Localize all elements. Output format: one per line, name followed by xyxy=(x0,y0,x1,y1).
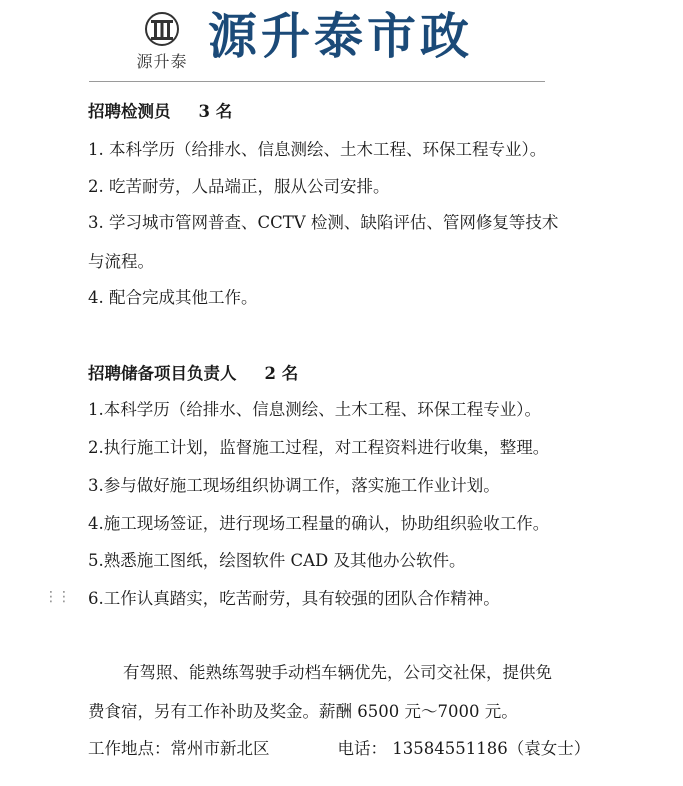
footer-contact xyxy=(88,738,590,760)
section1-count: 3 名 xyxy=(198,102,233,121)
section1-item-3: 3. 学习城市管网普查、CCTV 检测、缺陷评估、管网修复等技术 xyxy=(88,213,559,232)
section2-title: 招聘储备项目负责人 xyxy=(88,364,237,383)
section2-item-3: 3.参与做好施工现场组织协调工作，落实施工作业计划。 xyxy=(88,476,500,495)
drag-handle-icon[interactable]: ⋮⋮ xyxy=(44,589,70,605)
header xyxy=(0,0,683,90)
section2-item-4: 4.施工现场签证，进行现场工程量的确认，协助组织验收工作。 xyxy=(88,514,550,533)
work-location: 工作地点：常州市新北区 xyxy=(88,739,270,758)
section2-item-6: 6.工作认真踏实，吃苦耐劳，具有较强的团队合作精神。 xyxy=(88,589,500,608)
section2-count: 2 名 xyxy=(264,364,299,383)
section1-title: 招聘检测员 xyxy=(88,102,171,121)
brand-title: 源升泰市政 xyxy=(208,8,474,65)
logo-text: 源升泰 xyxy=(136,52,188,71)
section1-item-1: 1. 本科学历（给排水、信息测绘、土木工程、环保工程专业）。 xyxy=(88,140,547,159)
section1-item-2: 2. 吃苦耐劳，人品端正，服从公司安排。 xyxy=(88,177,390,196)
section1-item-4: 4. 配合完成其他工作。 xyxy=(88,288,258,307)
section2-item-1: 1.本科学历（给排水、信息测绘、土木工程、环保工程专业）。 xyxy=(88,400,541,419)
column-logo-icon xyxy=(142,12,182,50)
section1-heading xyxy=(88,101,232,123)
section2-item-5: 5.熟悉施工图纸，绘图软件 CAD 及其他办公软件。 xyxy=(88,551,466,570)
section2-heading xyxy=(88,363,298,385)
section1-item-3-cont: 与流程。 xyxy=(88,252,154,271)
footer-paragraph-line2: 费食宿，另有工作补助及奖金。薪酬 6500 元～7000 元。 xyxy=(88,702,518,721)
header-divider xyxy=(89,81,545,82)
section2-item-2: 2.执行施工计划，监督施工过程，对工程资料进行收集，整理。 xyxy=(88,438,550,457)
company-logo xyxy=(131,12,193,70)
footer-paragraph-line1: 有驾照、能熟练驾驶手动档车辆优先，公司交社保，提供免 xyxy=(123,663,552,682)
contact-phone: 电话： 13584551186（袁女士） xyxy=(337,739,591,758)
